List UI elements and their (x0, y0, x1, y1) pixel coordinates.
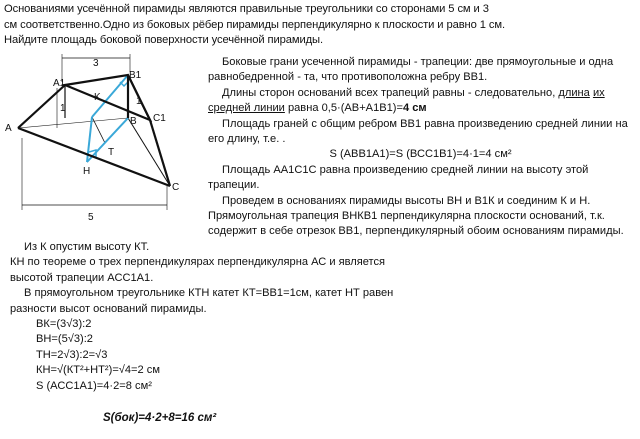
label-right-edge: 1 (136, 96, 142, 107)
edge-bc (128, 118, 170, 186)
problem-line-2: см соответственно.Одно из боковых рёбер пирамиды перпендикулярно к плоскости и равно 1 см. (4, 18, 505, 31)
lower-line-7: ВН=(5√3):2 (36, 333, 93, 346)
lower-line-5: разности высот оснований пирамиды. (10, 302, 207, 315)
label-c: C (172, 182, 180, 193)
edge-ac (18, 128, 170, 186)
lower-line-4: В прямоугольном треугольнике КТН катет КТ=ВВ1=1см, катет НТ равен (24, 287, 394, 300)
label-a: A (5, 123, 12, 134)
solution-p3: Площадь граней с общим ребром ВВ1 равна произведению средней линии на его длину, т.е. . (208, 117, 628, 146)
label-left-edge: 1 (60, 103, 66, 114)
solution-p2 (208, 86, 633, 117)
lower-line-3: высотой трапеции АСС1А1. (10, 271, 154, 284)
solution-text (208, 55, 633, 240)
label-h: H (83, 166, 91, 177)
final-answer: S(бок)=4·2+8=16 см² (103, 412, 217, 424)
lower-line-8: ТН=2√3):2=√3 (36, 348, 108, 361)
solution-p4: Площадь АА1С1С равна произведению средней линии на высоту этой трапеции. (208, 163, 589, 192)
problem-line-3: Найдите площадь боковой поверхности усечённой пирамиды. (4, 34, 324, 46)
solution-p2-bold: 4 см (402, 102, 427, 115)
label-a1: A1 (53, 78, 66, 89)
lower-line-1: Из К опустим высоту КТ. (24, 241, 150, 253)
solution-p2-text-2: равна 0,5·(АВ+А1В1)= (284, 102, 403, 115)
solution-p5: Проведем в основаниях пирамиды высоты ВН и В1К и соединим К и Н. Прямоугольная трапеция ВНКВ1 перпендикулярна плоскости оснований, т.к. содержит в себе отрезок ВВ1, перпендикулярный обоим основаниям пирамиды. (208, 194, 624, 238)
lower-line-9: КН=√(КТ²+НТ²)=√4=2 см (36, 364, 160, 377)
solution-p1: Боковые грани усеченной пирамиды - трапеции: две прямоугольные и одна равнобедренной - та, что противоположна ребру ВВ1. (208, 56, 614, 84)
label-t: T (108, 147, 115, 158)
solution-p2-underline-1: длина (558, 86, 590, 99)
label-bottom-length: 5 (88, 212, 94, 223)
label-c1: C1 (153, 113, 166, 124)
solution-p2-underline-2: их средней линии (208, 86, 605, 115)
label-b1: B1 (129, 70, 142, 81)
label-top-length: 3 (93, 58, 99, 69)
label-k: K (94, 92, 101, 103)
lower-line-6: ВК=(3√3):2 (36, 318, 92, 331)
solution-p2-text: Длины сторон оснований всех трапеций равны - следовательно, (222, 86, 559, 99)
problem-statement (4, 2, 634, 49)
pyramid-figure (0, 48, 190, 228)
lower-line-10: S (АСС1А1)=4·2=8 см² (36, 379, 152, 392)
label-b: B (130, 116, 137, 127)
solution-formula: S (АВВ1А1)=S (ВСС1В1)=4·1=4 см² (329, 148, 512, 161)
solution-lower (10, 240, 430, 394)
lower-line-2: КН по теореме о трех перпендикулярах перпендикулярна АС и является (10, 256, 386, 269)
problem-line-1: Основаниями усечённой пирамиды являются правильные треугольники со сторонами 5 см и 3 (4, 3, 489, 15)
